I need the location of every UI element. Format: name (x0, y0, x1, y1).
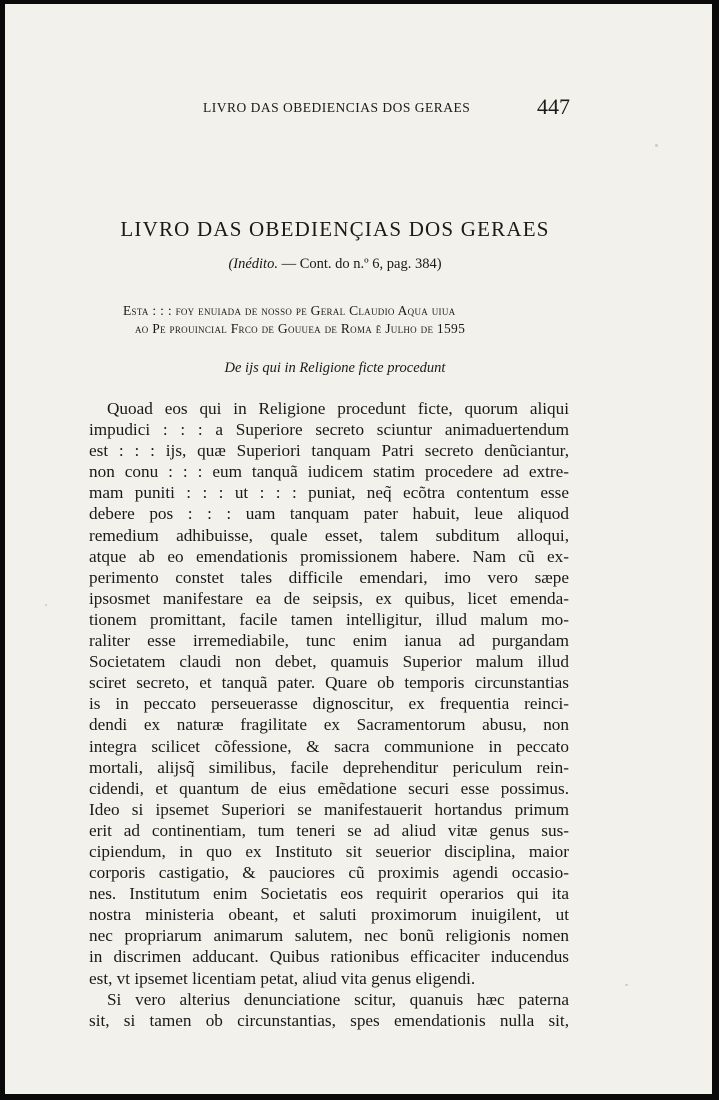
paper-speck (655, 144, 658, 147)
rubric-line-1: Esta : : : foy enuiada de nosso pe Geral Claudio Aqua uiua (123, 303, 456, 318)
rubric (123, 302, 553, 338)
running-head (5, 96, 712, 122)
body-text (89, 398, 569, 1031)
body-line: mam puniti : : : ut : : : puniat, neq̃ ecõtra contentum esse (89, 483, 569, 503)
section-heading: De ijs qui in Religione ficte procedunt (224, 360, 446, 376)
body-line: non conu : : : eum tanquã iudicem statim procedere ad extre- (89, 462, 569, 482)
body-line: est, vt ipsemet licentiam petat, aliud vita genus eligendi. (89, 968, 476, 988)
paper-speck (625, 984, 628, 986)
body-line: cidendi, et quantum de eius emẽdatione securi esse possimus. (89, 778, 569, 798)
body-line: atque ab eo emendationis promissionem habere. Nam cũ ex- (89, 546, 569, 566)
source-note-rest: — Cont. do n.º 6, pag. 384) (277, 256, 442, 272)
body-line: Ideo si ipsemet Superiori se manifestauerit hortandus primum (89, 799, 569, 819)
body-line: mortali, alijsq̃ similibus, facile deprehenditur periculum rein- (89, 757, 569, 777)
body-line: remedium adhibuisse, quale esset, talem subditum alloqui, (89, 525, 569, 545)
body-line: dendi ex naturæ fragilitate ex Sacramentorum abusu, non (89, 715, 569, 735)
body-line: nec propriarum animarum salutem, nec bonũ religionis nomen (89, 926, 569, 946)
body-line: sit, si tamen ob circunstantias, spes emendationis nulla sit, (89, 1010, 569, 1030)
body-line: tionem promittant, facile tamen intelligitur, illud malum mo- (89, 609, 569, 629)
body-line: cipiendum, in quo ex Instituto sit seuerior disciplina, maior (89, 841, 569, 861)
source-note (5, 256, 665, 273)
body-line: Si vero alterius denunciatione scitur, quanuis hæc paterna (107, 989, 569, 1009)
body-line: corporis castigatio, & pauciores cũ proximis agendi occasio- (89, 863, 569, 883)
body-line: Societatem claudi non debet, quamuis Superior malum illud (89, 652, 569, 672)
body-line: impudici : : : a Superiore secreto sciuntur animaduertendum (89, 420, 569, 440)
running-title: LIVRO DAS OBEDIENCIAS DOS GERAES (203, 100, 471, 115)
body-line: nostra ministeria obeant, et saluti proximorum inuigilent, ut (89, 905, 569, 925)
body-line: integra scilicet cõfessione, & sacra communione in peccato (89, 736, 569, 756)
body-line: erit ad continentiam, tum teneri se ad aliud vitæ genus sus- (89, 820, 569, 840)
paper-speck (45, 604, 47, 606)
chapter-title: LIVRO DAS OBEDIENÇIAS DOS GERAES (120, 217, 550, 241)
rubric-line-2: ao Pe prouincial Frco de Gouuea de Roma ẽ Julho de 1595 (135, 321, 466, 336)
body-line: in discrimen adducant. Quibus rationibus efficaciter inducendus (89, 947, 569, 967)
body-line: debere pos : : : uam tanquam pater habuit, leue aliquod (89, 504, 569, 524)
body-line: perimento constet tales difficile emendari, imo vero sæpe (89, 567, 569, 587)
body-line: nes. Institutum enim Societatis eos requirit operarios qui ita (89, 884, 569, 904)
book-page (5, 4, 712, 1094)
body-line: raliter esse irremediabile, tunc enim ianua ad purgandam (89, 631, 569, 651)
body-line: is in peccato perseuerasse dignoscitur, ex frequentia reinci- (89, 694, 569, 714)
source-note-italic: (Inédito. (228, 256, 278, 272)
page-number: 447 (537, 94, 570, 119)
body-line: sciret secreto, et tanquã pater. Quare ob temporis circunstantias (89, 673, 569, 693)
body-line: ipsosmet manifestare ea de seipsis, ex quibus, licet emenda- (89, 588, 569, 608)
body-line: est : : : ijs, quæ Superiori tanquam Patri secreto denũciantur, (89, 441, 569, 461)
body-line: Quoad eos qui in Religione procedunt ficte, quorum aliqui (107, 399, 569, 418)
